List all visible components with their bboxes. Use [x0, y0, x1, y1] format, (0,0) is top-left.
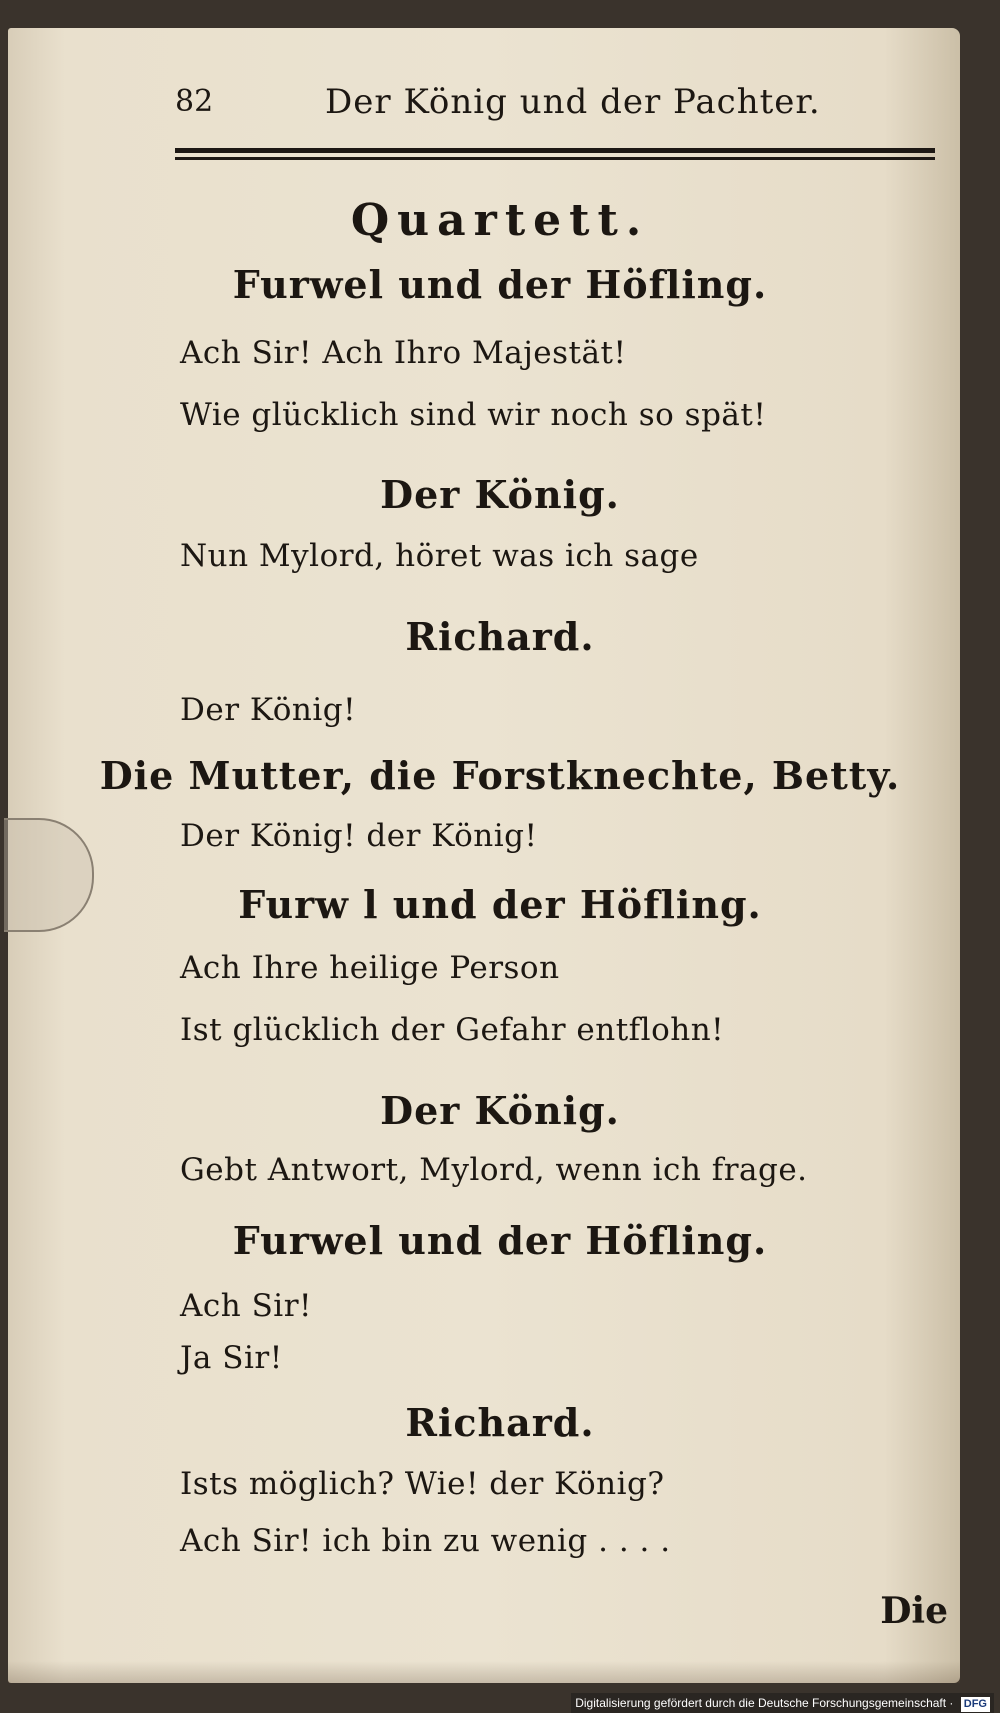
speaker-heading: Furwel und der Höfling.: [232, 1218, 768, 1263]
verse-line: Ach Sir!: [180, 1288, 312, 1324]
speaker-heading: Richard.: [405, 614, 595, 659]
verse-line: Ach Sir! Ach Ihro Majestät!: [180, 335, 627, 371]
speaker-heading: Der König.: [380, 1088, 620, 1133]
rule-thick: [175, 148, 935, 153]
page-header: [175, 78, 935, 128]
speaker-heading: Furw l und der Höfling.: [238, 882, 762, 927]
section-title: Quartett.: [350, 195, 650, 246]
verse-line: Ach Sir! ich bin zu wenig . . . .: [180, 1523, 671, 1559]
verse-line: Ist glücklich der Gefahr entflohn!: [180, 1012, 725, 1048]
verse-line: Nun Mylord, höret was ich sage: [180, 538, 699, 574]
catchword: Die: [880, 1590, 948, 1632]
verse-line: Wie glücklich sind wir noch so spät!: [180, 397, 767, 433]
speaker-heading: Die Mutter, die Forstknechte, Betty.: [99, 753, 901, 798]
running-title: Der König und der Pachter.: [325, 82, 821, 122]
digitization-footer: [571, 1693, 994, 1713]
verse-line: Der König! der König!: [180, 818, 538, 854]
header-rule: [175, 148, 935, 162]
verse-line: Ach Ihre heilige Person: [180, 950, 560, 986]
speaker-heading: Furwel und der Höfling.: [232, 262, 768, 307]
speaker-heading: Richard.: [405, 1400, 595, 1445]
speaker-heading: Der König.: [380, 472, 620, 517]
verse-line: Der König!: [180, 692, 357, 728]
verse-line: Ja Sir!: [180, 1340, 283, 1376]
verse-line: Ists möglich? Wie! der König?: [180, 1466, 665, 1502]
page-number: 82: [175, 84, 214, 119]
footer-text: Digitalisierung gefördert durch die Deutsche Forschungsgemeinschaft ·: [575, 1696, 954, 1710]
dfg-logo-icon: DFG: [961, 1697, 990, 1712]
rule-thin: [175, 157, 935, 160]
verse-line: Gebt Antwort, Mylord, wenn ich frage.: [180, 1152, 808, 1188]
page-edge-shadow: [8, 1661, 960, 1683]
